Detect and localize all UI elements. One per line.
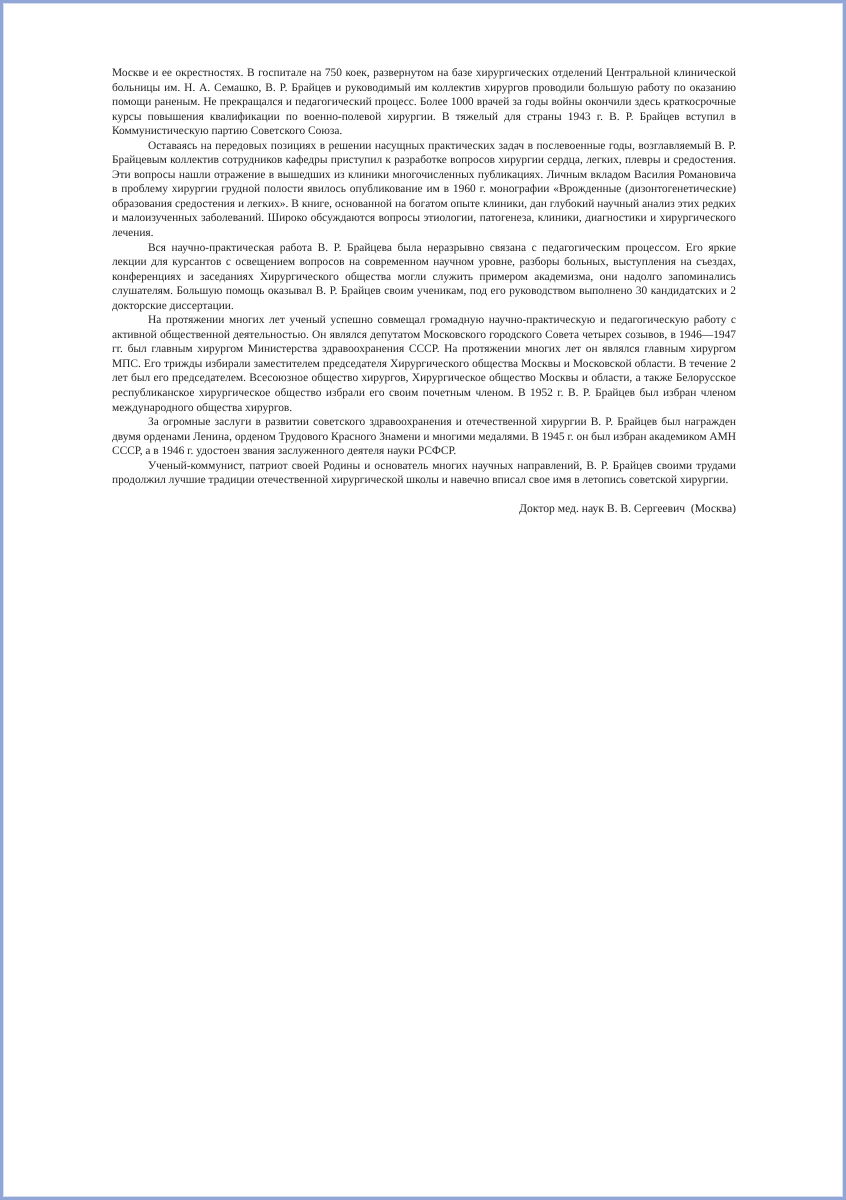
document-page [112, 66, 736, 516]
paragraph-2: Оставаясь на передовых позициях в решении насущных практических задач в послевоенные годы, возглавляемый В. Р. Брайцевым коллектив сотрудников кафедры приступил к разработке вопросов хирургии сердца, легких, плевры и средостения. Эти вопросы нашли отражение в вышедших из клиники многочисленных публикациях. Личным вкладом Василия Романовича в проблему хирургии грудной полости явилось опубликование им в 1960 г. монографии «Врожденные (дизонтогенетические) образования средостения и легких». В книге, основанной на богатом опыте клиники, дан глубокий научный анализ этих редких и малоизученных заболеваний. Широко обсуждаются вопросы этиологии, патогенеза, клиники, диагностики и хирургического лечения. [112, 139, 736, 240]
author-signature: Доктор мед. наук В. В. Сергеевич (Москва) [519, 501, 736, 515]
paragraph-6: Ученый-коммунист, патриот своей Родины и основатель многих научных направлений, В. Р. Брайцев своими трудами продолжил лучшие традиции отечественной хирургической школы и навечно вписал свое имя в летопись советской хирургии. [112, 459, 736, 487]
paragraph-4: На протяжении многих лет ученый успешно совмещал громадную научно-практическую и педагогическую работу с активной общественной деятельностью. Он являлся депутатом Московского городского Совета четырех созывов, в 1946—1947 гг. был главным хирургом Министерства здравоохранения СССР. На протяжении многих лет он являлся главным хирургом МПС. Его трижды избирали заместителем председателя Хирургического общества Москвы и Московской области. В течение 2 лет был его председателем. Всесоюзное общество хирургов, Хирургическое общество Москвы и области, а также Белорусское республиканское хирургическое общество избрали его своим почетным членом. В 1952 г. В. Р. Брайцев был избран членом международного общества хирургов. [112, 314, 736, 414]
paragraph-5: За огромные заслуги в развитии советского здравоохранения и отечественной хирургии В. Р. Брайцев был награжден двумя орденами Ленина, орденом Трудового Красного Знамени и многими медалями. В 1945 г. он был избран академиком АМН СССР, а в 1946 г. удостоен звания заслуженного деятеля науки РСФСР. [112, 416, 736, 458]
paragraph-1: Москве и ее окрестностях. В госпитале на 750 коек, развернутом на базе хирургических отделений Центральной клинической больницы им. Н. А. Семашко, В. Р. Брайцев и руководимый им коллектив хирургов проводили большую работу по оказанию помощи раненым. Не прекращался и педагогический процесс. Более 1000 врачей за годы войны окончили здесь краткосрочные курсы повышения квалификации по военно-полевой хирургии. В тяжелый для страны 1943 г. В. Р. Брайцев вступил в Коммунистическую партию Советского Союза. [112, 67, 736, 138]
paragraph-3: Вся научно-практическая работа В. Р. Брайцева была неразрывно связана с педагогическим процессом. Его яркие лекции для курсантов с освещением вопросов на современном научном уровне, разборы больных, выступления на съездах, конференциях и заседаниях Хирургического общества могли служить примером академизма, они надолго запоминались слушателям. Большую помощь оказывал В. Р. Брайцев своим ученикам, под его руководством выполнено 30 кандидатских и 2 докторские диссертации. [112, 241, 736, 312]
